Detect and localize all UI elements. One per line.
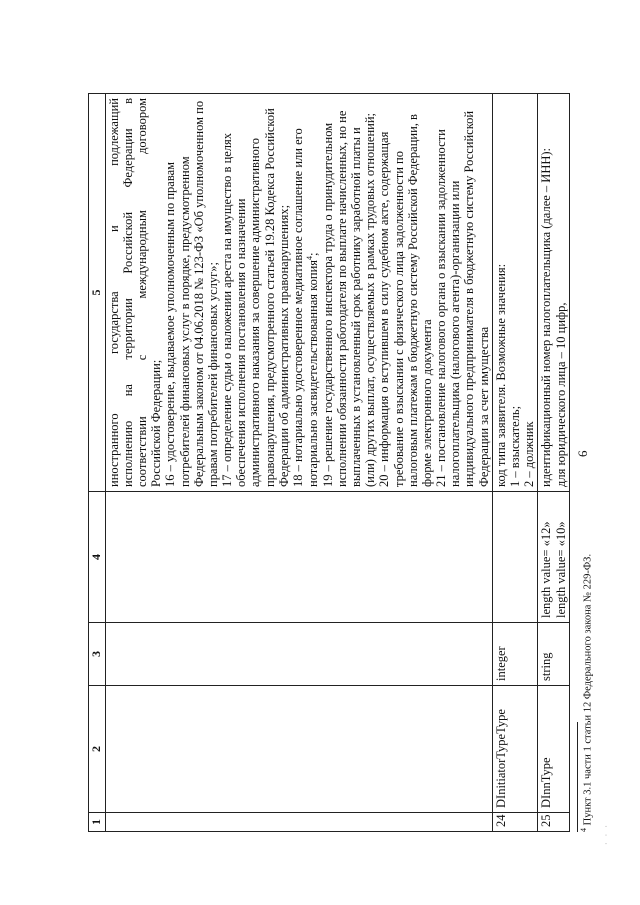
element-type: string [538, 623, 569, 686]
fields-table [88, 93, 570, 832]
desc-line: иностранного государства и подлежащий [106, 98, 121, 487]
element-name: DInitiatorTypeType [492, 686, 538, 813]
footnote-ref: 4 [305, 255, 315, 260]
table-row-continuation [105, 94, 492, 832]
continuation-description [105, 94, 492, 492]
element-type: integer [492, 623, 538, 686]
page-number: 6 [575, 450, 590, 457]
list-item: 20 – информация о вступившем в силу судебном акте, содержащая требование о взыскании с физического лица задолженности по налоговым платежам в бюджетную систему Российской Федерации, в форме электронного документа [377, 114, 434, 487]
list-item [291, 98, 321, 487]
desc-line: соответствии с международным договором [134, 98, 149, 487]
element-restriction [538, 492, 569, 623]
desc-line: для юридического лица – 10 цифр, [553, 302, 568, 487]
list-item: 2 – должник [522, 421, 537, 487]
element-description [492, 94, 538, 492]
row-number: 25 [538, 813, 569, 832]
element-name: DInnType [538, 686, 569, 813]
header-row [89, 94, 106, 832]
list-item: 21 – постановление налогового органа о взыскании задолженности налогоплательщика (налогового агента)-организации или индивидуального предпринимателя в бюджетную систему Российской Федерации за счет имущества [434, 110, 491, 487]
element-description [538, 94, 569, 492]
restriction-line: length value= «12» [539, 521, 554, 618]
desc-line: Российской Федерации; [149, 359, 164, 487]
footnote-mark: 4 [579, 828, 588, 832]
table-row [538, 94, 569, 832]
desc-title: код типа заявителя. Возможные значения: [493, 263, 508, 487]
item-18-text: 18 – нотариально удостоверенное медиативное соглашение или его нотариально засвидетельствованная копия [291, 128, 321, 487]
desc-line: исполнению на территории Российской Федерации в [120, 98, 135, 487]
header-cell-3: 3 [89, 623, 106, 686]
footnote-divider [577, 722, 578, 832]
scan-specks: · · · [602, 823, 611, 845]
header-cell-1: 1 [89, 813, 106, 832]
list-item: 16 – удостоверение, выдаваемое уполномоченным по правам потребителей финансовых услуг в порядке, предусмотренном Федеральным законом от 04.06.2018 № 123-ФЗ «Об уполномоченном по правам потребителей финансовых услуг»; [163, 100, 220, 487]
footnote [579, 554, 594, 832]
element-restriction [492, 492, 538, 623]
list-item: 17 – определение судьи о наложении ареста на имущество в целях обеспечения исполнения постановления о назначении административного наказания за совершение административного правонарушения, предусмотренного статьей 19.28 Кодекса Российской Федерации об административных правонарушениях; [220, 108, 291, 487]
list-item: 1 – взыскатель; [508, 405, 523, 487]
header-cell-2: 2 [89, 686, 106, 813]
restriction-line: length value= «10» [553, 521, 568, 618]
list-item: 19 – решение государственного инспектора труда о принудительном исполнении обязанности работодателя по выплате начисленных, но не выплаченных в установленный срок работнику заработной платы и (или) других выплат, осуществляемых в рамках трудовых отношений; [320, 110, 378, 487]
header-cell-5: 5 [89, 94, 106, 492]
item-18-suffix: ; [306, 252, 321, 256]
row-number: 24 [492, 813, 538, 832]
header-cell-4: 4 [89, 492, 106, 623]
footnote-text: Пункт 3.1 части 1 статьи 12 Федерального закона № 229-ФЗ. [582, 553, 594, 826]
table-row [492, 94, 538, 832]
desc-line: идентификационный номер налогоплательщика (далее – ИНН): [539, 147, 554, 487]
